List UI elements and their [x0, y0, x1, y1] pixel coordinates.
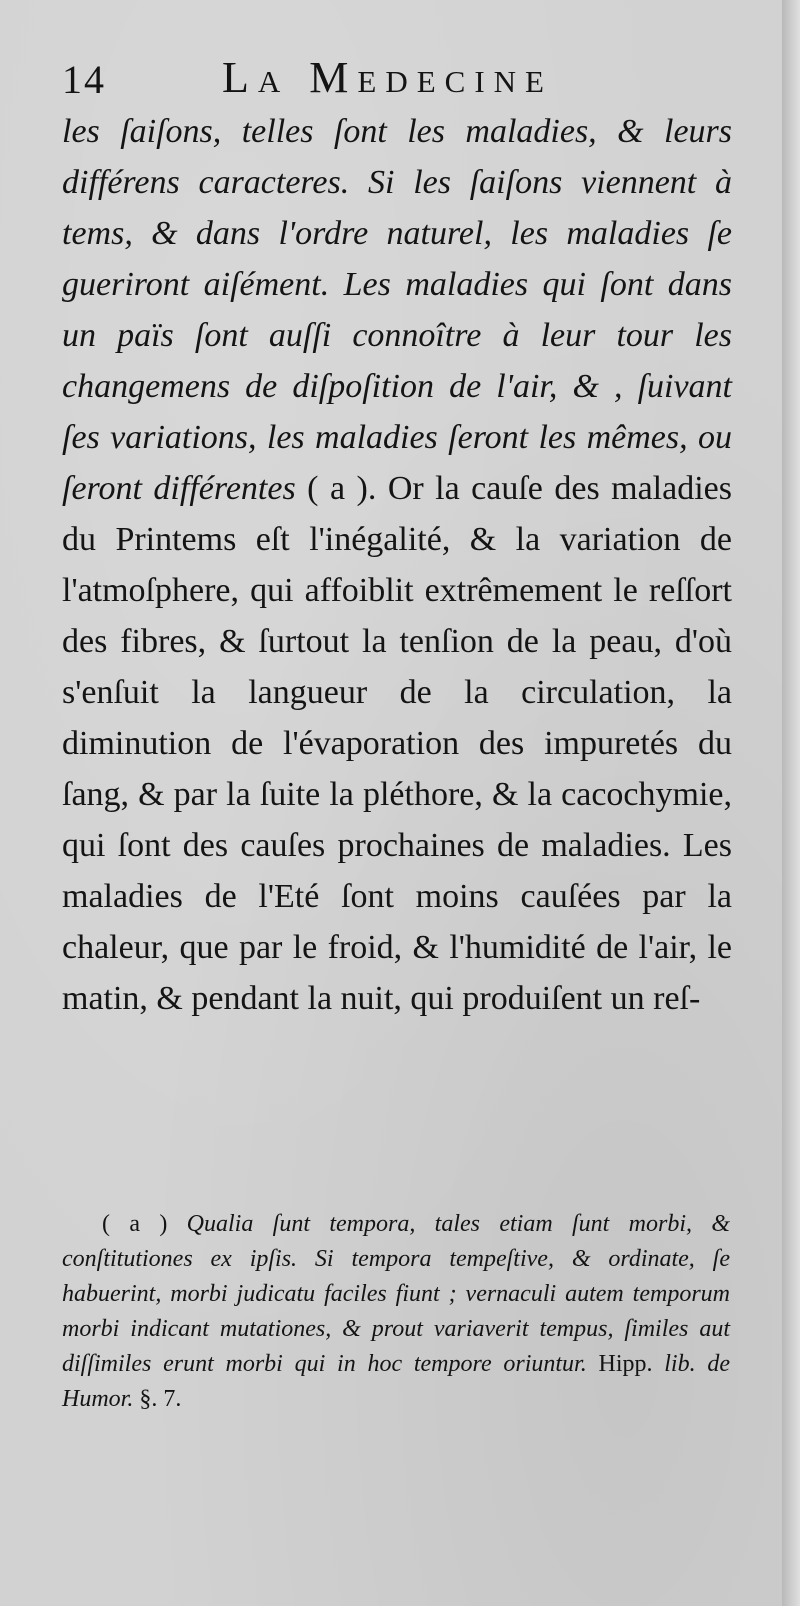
body-paragraph: [62, 106, 732, 1024]
footnote-source-author: Hipp.: [586, 1351, 665, 1377]
footnote-source-section: §. 7.: [133, 1386, 182, 1412]
page-header: [62, 50, 722, 110]
running-title: La Medecine: [222, 53, 553, 102]
footnote: [62, 1207, 730, 1417]
footnote-marker: ( a ): [102, 1211, 187, 1237]
footnote-source-work: lib. de Humor.: [62, 1351, 730, 1412]
footnote-reference: ( a ).: [295, 470, 388, 507]
page-number: 14: [62, 57, 106, 102]
body-italic-text: les ſaiſons, telles ſont les maladies, & leurs différens caracteres. Si les ſaiſons viennent à tems, & dans l'ordre naturel, les maladies ſe gueriront aiſément. Les maladies qui ſont dans un païs ſont auſſi connoître à leur tour les changemens de diſpoſition de l'air, & , ſuivant ſes variations, les maladies ſeront les mêmes, ou ſeront différentes: [62, 113, 732, 507]
footnote-latin-quote: Qualia ſunt tempora, tales etiam ſunt morbi, & conſtitutiones ex ipſis. Si tempora tempeſtive, & ordinate, ſe habuerint, morbi judicatu faciles fiunt ; vernaculi autem temporum morbi indicant mutationes, & prout variaverit tempus, ſimiles aut diſſimiles erunt morbi qui in hoc tempore oriuntur.: [62, 1211, 730, 1377]
page-edge: [782, 0, 800, 1606]
body-roman-text: Or la cauſe des maladies du Printems eſt l'inégalité, & la variation de l'atmoſphere, qui affoiblit extrêmement le reſſort des fibres, & ſurtout la tenſion de la peau, d'où s'enſuit la langueur de la circulation, la diminution de l'évaporation des impuretés du ſang, & par la ſuite la pléthore, & la cacochymie, qui ſont des cauſes prochaines de maladies. Les maladies de l'Eté ſont moins cauſées par la chaleur, que par le froid, & l'humidité de l'air, le matin, & pendant la nuit, qui produiſent un reſ-: [62, 470, 732, 1017]
